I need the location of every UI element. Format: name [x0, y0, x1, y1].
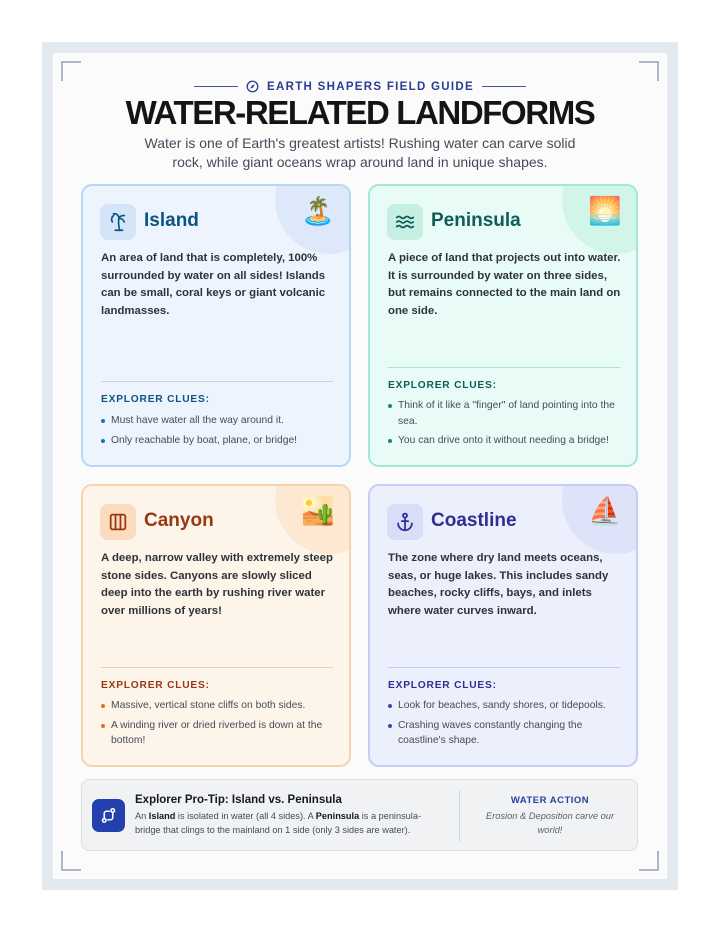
- page-title: WATER-RELATED LANDFORMS: [125, 94, 595, 131]
- coastline-card: [368, 484, 638, 767]
- clue-list: [101, 698, 337, 753]
- palm-tree-icon: [100, 204, 136, 240]
- anchor-icon: [387, 504, 423, 540]
- kicker-line: [482, 86, 526, 87]
- card-title: Canyon: [144, 510, 214, 531]
- kicker-text: EARTH SHAPERS FIELD GUIDE: [267, 80, 474, 93]
- card-title: Island: [144, 210, 199, 231]
- corner-mark: [61, 851, 81, 871]
- clues-heading: EXPLORER CLUES:: [101, 394, 210, 405]
- route-icon: [92, 799, 125, 832]
- canyon-card: [81, 484, 351, 767]
- canyon-walls-icon: [100, 504, 136, 540]
- list-item: Think of it like a "finger" of land pointing into the sea.: [388, 398, 624, 429]
- tip-title: Explorer Pro-Tip: Island vs. Peninsula: [135, 794, 342, 806]
- card-description: The zone where dry land meets oceans, seas, or huge lakes. This includes sandy beaches, rocky cliffs, bays, and inlets where water curves inward.: [388, 552, 609, 617]
- peninsula-card: [368, 184, 638, 467]
- peninsula-emoji-icon: 🌅: [588, 196, 622, 226]
- clue-list: [388, 398, 624, 453]
- card-title: Coastline: [431, 510, 517, 531]
- list-item: You can drive onto it without needing a bridge!: [388, 433, 624, 449]
- clue-list: [388, 698, 624, 753]
- tip-body: An Island is isolated in water (all 4 sides). A Peninsula is a peninsula-bridge that clings to the mainland on 1 side (only 3 sides are water).: [135, 811, 421, 835]
- list-item: Only reachable by boat, plane, or bridge!: [101, 433, 337, 449]
- coastline-emoji-icon: ⛵: [588, 496, 622, 526]
- clues-heading: EXPLORER CLUES:: [388, 680, 497, 691]
- card-description: A piece of land that projects out into water. It is surrounded by water on three sides, but remains connected to the main land on one side.: [388, 252, 621, 317]
- compass-icon: [246, 80, 259, 93]
- corner-mark: [61, 61, 81, 81]
- list-item: A winding river or dried riverbed is down at the bottom!: [101, 718, 337, 749]
- canyon-emoji-icon: 🏜️: [301, 496, 335, 526]
- waves-icon: [387, 204, 423, 240]
- pro-tip-box: [81, 779, 638, 851]
- card-divider: [101, 667, 333, 668]
- kicker: [0, 80, 720, 93]
- list-item: Must have water all the way around it.: [101, 413, 337, 429]
- tip-divider: [459, 790, 460, 842]
- clues-heading: EXPLORER CLUES:: [101, 680, 210, 691]
- card-description: A deep, narrow valley with extremely steep stone sides. Canyons are slowly sliced deep into the earth by rushing river water over millions of years!: [101, 552, 333, 617]
- card-title: Peninsula: [431, 210, 521, 231]
- list-item: Massive, vertical stone cliffs on both sides.: [101, 698, 337, 714]
- corner-mark: [639, 851, 659, 871]
- island-card: [81, 184, 351, 467]
- kicker-line: [194, 86, 238, 87]
- clue-list: [101, 413, 337, 452]
- card-divider: [101, 381, 333, 382]
- water-action-text: Erosion & Deposition carve our world!: [485, 811, 615, 835]
- corner-mark: [639, 61, 659, 81]
- card-divider: [388, 667, 620, 668]
- list-item: Look for beaches, sandy shores, or tidepools.: [388, 698, 624, 714]
- clues-heading: EXPLORER CLUES:: [388, 380, 497, 391]
- card-description: An area of land that is completely, 100% surrounded by water on all sides! Islands can be small, coral keys or giant volcanic landmasses.: [101, 252, 326, 317]
- page-subtitle: Water is one of Earth's greatest artists! Rushing water can carve solid rock, while giant oceans wrap around land in unique shapes.: [144, 135, 576, 170]
- card-divider: [388, 367, 620, 368]
- list-item: Crashing waves constantly changing the coastline's shape.: [388, 718, 624, 749]
- island-emoji-icon: 🏝️: [301, 196, 335, 226]
- water-action-heading: WATER ACTION: [510, 795, 590, 806]
